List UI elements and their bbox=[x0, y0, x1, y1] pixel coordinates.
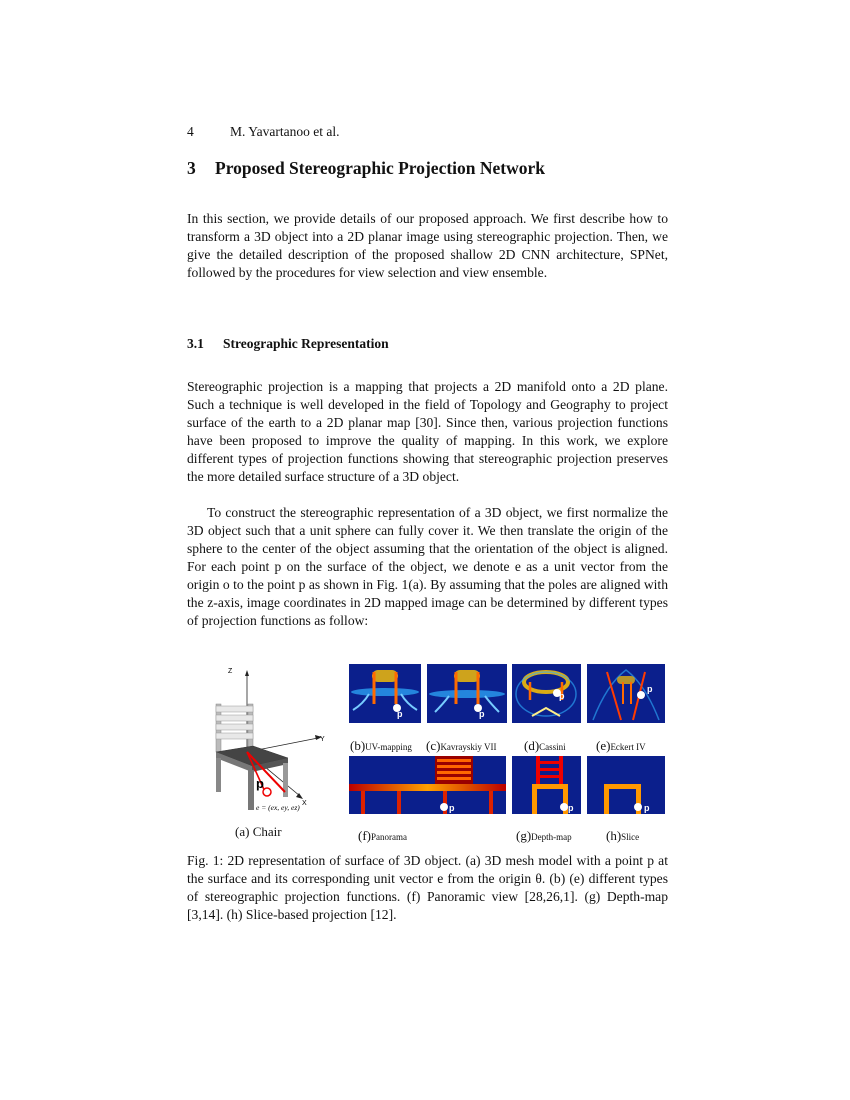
page-number: 4 bbox=[187, 124, 194, 139]
uv-mapping-image bbox=[349, 664, 421, 723]
unit-vector-label: e = (ex, ey, ez) bbox=[256, 803, 300, 812]
subfig-b-label: (b)UV-mapping bbox=[350, 738, 412, 753]
depth-map-image bbox=[512, 756, 581, 814]
subfig-f-label: (f)Panorama bbox=[358, 828, 407, 843]
subfig-g-label: (g)Depth-map bbox=[516, 828, 572, 843]
chair-diagram bbox=[190, 660, 340, 820]
subfig-a-label: (a) Chair bbox=[235, 824, 282, 839]
chair-figure bbox=[190, 660, 340, 820]
axis-x-label: X bbox=[302, 800, 307, 807]
eckert-point-label: p bbox=[647, 684, 653, 694]
subfig-c-label: (c)Kavrayskiy VII bbox=[426, 738, 497, 753]
kavrayskiy-point-label: p bbox=[479, 709, 485, 719]
subsection-heading bbox=[187, 336, 389, 352]
slice-image bbox=[587, 756, 665, 814]
subfig-d-label: (d)Cassini bbox=[524, 738, 566, 753]
cassini-point-label: p bbox=[559, 691, 565, 701]
axis-z-label: Z bbox=[228, 668, 233, 675]
section-heading bbox=[187, 158, 545, 179]
uv-point-label: p bbox=[397, 709, 403, 719]
panorama-image bbox=[349, 756, 506, 814]
body-paragraph-2: To construct the stereographic representation of a 3D object, we first normalize the 3D object such that a unit sphere can fully cover it. We then translate the origin of the sphere to the center of the object assuming that the orientation of the object is aligned. For each point p on the surface of the object, we denote e as a unit vector from the origin o to the point p as shown in Fig. 1(a). By assuming that the poles are aligned with the z-axis, image coordinates in 2D mapped image can be determined by different types of projection functions as follow: bbox=[187, 505, 668, 628]
cassini-image bbox=[512, 664, 581, 723]
section-title: Proposed Stereographic Projection Network bbox=[215, 158, 546, 178]
depth-point-label: p bbox=[568, 803, 574, 813]
panorama-point-label: p bbox=[449, 803, 455, 813]
chair-point-label: p bbox=[256, 776, 264, 791]
subsection-title: Streographic Representation bbox=[223, 336, 389, 351]
intro-paragraph: In this section, we provide details of our proposed approach. We first describe how to transform a 3D object into a 2D planar image using stereographic projection. Then, we give the detailed description of the proposed shallow 2D CNN architecture, SPNet, followed by the procedures for view selection and view ensemble. bbox=[187, 211, 668, 280]
subsection-number: 3.1 bbox=[187, 336, 204, 351]
subfig-h-label: (h)Slice bbox=[606, 828, 640, 843]
running-head: M. Yavartanoo et al. bbox=[230, 124, 340, 139]
eckert-image bbox=[587, 664, 665, 723]
subfig-e-label: (e)Eckert IV bbox=[596, 738, 646, 753]
section-number: 3 bbox=[187, 158, 196, 178]
body-paragraph-1: Stereographic projection is a mapping that projects a 2D manifold onto a 2D plane. Such a technique is well developed in the field of Topology and Geography to project surface of the earth to a 2D planar map [30]. Since then, various projection functions have been proposed to improve the quality of mapping. In this work, we explore different types of projection functions showing that stereographic projection preserves the more detailed surface structure of a 3D object. bbox=[187, 379, 668, 484]
figure-caption: Fig. 1: 2D representation of surface of 3D object. (a) 3D mesh model with a point p at the surface and its corresponding unit vector e from the origin θ. (b) (e) different types of stereographic projection functions. (f) Panoramic view [28,26,1]. (g) Depth-map [3,14]. (h) Slice-based projection [12]. bbox=[187, 853, 668, 922]
axis-y-label: Y bbox=[320, 736, 325, 743]
kavrayskiy-image bbox=[427, 664, 507, 723]
slice-point-label: p bbox=[644, 803, 650, 813]
